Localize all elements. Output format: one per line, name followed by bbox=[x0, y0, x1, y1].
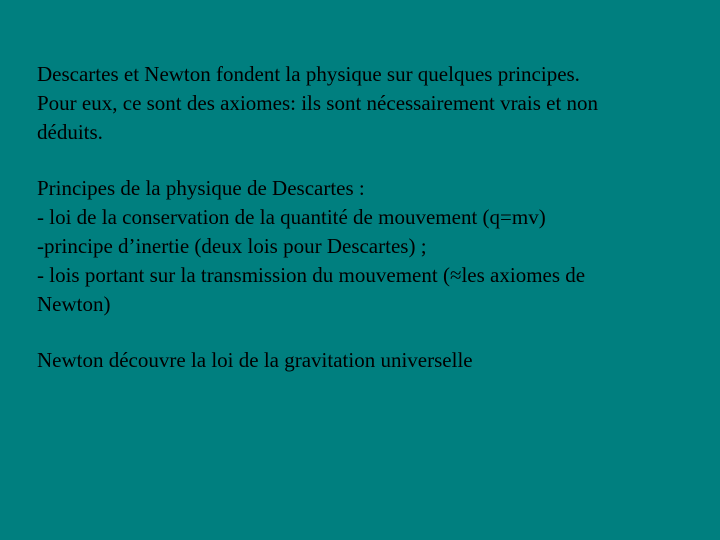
text-line: déduits. bbox=[37, 120, 103, 144]
text-line: Newton découvre la loi de la gravitation universelle bbox=[37, 348, 473, 372]
principles-heading: Principes de la physique de Descartes : bbox=[37, 176, 365, 200]
intro-paragraph bbox=[37, 60, 697, 147]
descartes-principles-paragraph bbox=[37, 174, 697, 319]
principle-item-continuation: Newton) bbox=[37, 292, 111, 316]
principle-item: - lois portant sur la transmission du mouvement (≈les axiomes de bbox=[37, 263, 586, 287]
text-line: Descartes et Newton fondent la physique sur quelques principes. bbox=[37, 62, 580, 86]
text-line: Pour eux, ce sont des axiomes: ils sont nécessairement vrais et non bbox=[37, 91, 599, 115]
principle-item: -principe d’inertie (deux lois pour Descartes) ; bbox=[37, 234, 427, 258]
principle-item: - loi de la conservation de la quantité de mouvement (q=mv) bbox=[37, 205, 546, 229]
newton-paragraph bbox=[37, 346, 697, 375]
